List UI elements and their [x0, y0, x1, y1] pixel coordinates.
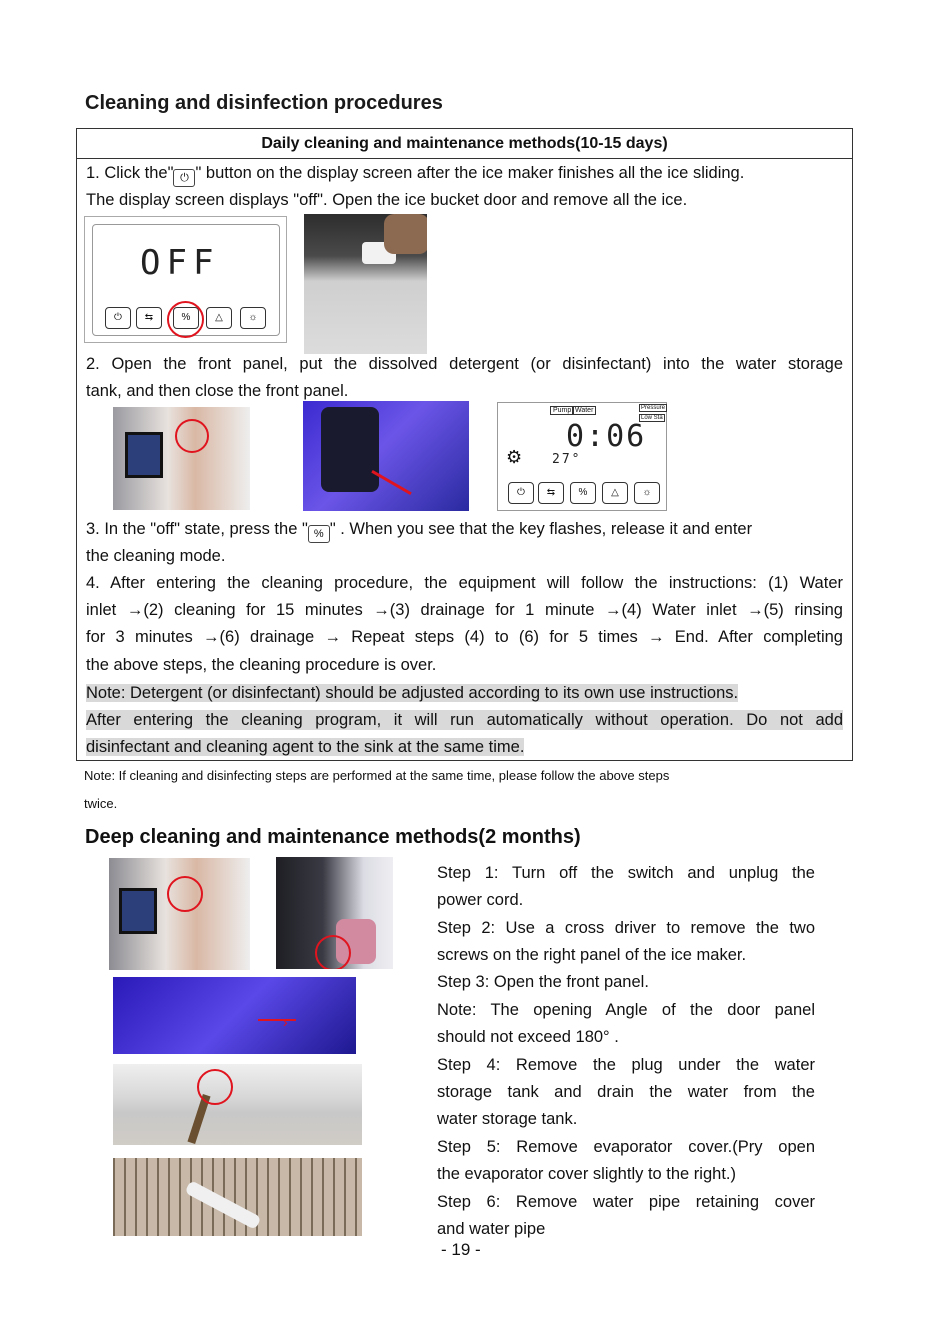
- power-icon: ⏻: [508, 482, 534, 504]
- detergent-tank-photo: [303, 401, 469, 511]
- step3-line1: [86, 519, 843, 543]
- deep-step-line1: Step 1: Turn off the switch and unplug the: [437, 864, 815, 882]
- ice-icon: △: [602, 482, 628, 504]
- step4-line3: for 3 minutes →(6) drainage → Repeat steps (4) to (6) for 5 times → End. After completing: [86, 628, 843, 646]
- pump-label: Pump: [550, 406, 574, 415]
- step1-text-b: " button on the display screen after the ice maker finishes all the ice sliding.: [195, 164, 745, 182]
- deep-step-line11: Step 5: Remove evaporator cover.(Pry open: [437, 1138, 815, 1156]
- step1-text-a: 1. Click the": [86, 164, 174, 182]
- page-number: - 19 -: [441, 1240, 481, 1259]
- step3-line2: the cleaning mode.: [86, 547, 226, 565]
- deep-cleaning-title: Deep cleaning and maintenance methods(2 months): [85, 826, 581, 848]
- deep-step-line12: the evaporator cover slightly to the right.): [437, 1165, 736, 1183]
- lcd-cleaning-image: [497, 402, 667, 511]
- highlight-circle: [167, 301, 204, 338]
- evaporator-photo: [113, 1158, 362, 1236]
- highlight-circle: [175, 419, 209, 453]
- lcd-small-value: 27°: [552, 452, 582, 467]
- note-text-3: disinfectant and cleaning agent to the sink at the same time.: [86, 738, 525, 756]
- small-note-line2: twice.: [84, 796, 118, 811]
- ice-bucket-photo: [304, 214, 427, 354]
- deep-step-line6: Note: The opening Angle of the door panel: [437, 1001, 815, 1019]
- clean-key-icon: %: [308, 525, 330, 543]
- note-text-1: Note: Detergent (or disinfectant) should be adjusted according to its own use instructions.: [86, 684, 739, 702]
- highlight-circle: [197, 1069, 233, 1105]
- deep-step-line8: Step 4: Remove the plug under the water: [437, 1056, 815, 1074]
- step3-text-a: 3. In the "off" state, press the ": [86, 520, 308, 538]
- drain-plug-photo: [113, 1064, 362, 1145]
- panel-screws-photo: [276, 857, 393, 969]
- highlight-circle: [167, 876, 203, 912]
- step4-line2: inlet →(2) cleaning for 15 minutes →(3) drainage for 1 minute →(4) Water inlet →(5) rinsing: [86, 601, 843, 619]
- note-line2: After entering the cleaning program, it will run automatically without operation. Do not add: [86, 711, 843, 729]
- open-panel-photo: ›: [113, 977, 356, 1054]
- control-panel-off-image: [84, 216, 287, 343]
- table-header: Daily cleaning and maintenance methods(10-15 days): [77, 129, 852, 159]
- light-icon: ☼: [634, 482, 660, 504]
- deep-step-line13: Step 6: Remove water pipe retaining cover: [437, 1193, 815, 1211]
- deep-step-line9: storage tank and drain the water from the: [437, 1083, 815, 1101]
- light-icon: ☼: [240, 307, 266, 329]
- display-off-text: OFF: [140, 243, 220, 283]
- note-line3: [86, 737, 524, 757]
- clean-icon: %: [173, 307, 199, 329]
- swap-icon: ⇆: [136, 307, 162, 329]
- power-icon: ⏻: [105, 307, 131, 329]
- page-title: Cleaning and disinfection procedures: [85, 92, 443, 114]
- deep-step-line2: power cord.: [437, 891, 524, 909]
- ice-icon: △: [206, 307, 232, 329]
- deep-step-line4: screws on the right panel of the ice maker.: [437, 946, 747, 964]
- front-panel-photo-2: [109, 858, 250, 970]
- clean-mode-icon: ⚙: [506, 447, 523, 467]
- power-key-icon: ⏻: [173, 169, 195, 187]
- water-label: Water: [572, 406, 596, 415]
- step3-text-b: " . When you see that the key flashes, release it and enter: [329, 520, 753, 538]
- deep-step-line10: water storage tank.: [437, 1110, 578, 1128]
- deep-step-line3: Step 2: Use a cross driver to remove the two: [437, 919, 815, 937]
- highlight-circle: [315, 935, 351, 969]
- swap-icon: ⇆: [538, 482, 564, 504]
- step4-line1: 4. After entering the cleaning procedure, the equipment will follow the instructions: (1) Water: [86, 574, 843, 592]
- deep-step-line14: and water pipe: [437, 1220, 546, 1238]
- step1-line1: [86, 163, 744, 187]
- step1-line2: The display screen displays "off". Open the ice bucket door and remove all the ice.: [86, 191, 688, 209]
- front-panel-photo: [113, 407, 250, 510]
- step2-line2: tank, and then close the front panel.: [86, 382, 349, 400]
- deep-step-line7: should not exceed 180° .: [437, 1028, 619, 1046]
- small-note-line1: Note: If cleaning and disinfecting steps are performed at the same time, please follow the above steps: [84, 768, 670, 783]
- note-line1: [86, 683, 738, 703]
- low-sta-label: Low Sta: [641, 415, 663, 421]
- lcd-time: 0:06: [566, 419, 647, 454]
- deep-step-line5: Step 3: Open the front panel.: [437, 973, 649, 991]
- step2-line1: 2. Open the front panel, put the dissolved detergent (or disinfectant) into the water storage: [86, 355, 843, 373]
- step4-line4: the above steps, the cleaning procedure is over.: [86, 656, 437, 674]
- clean-icon: %: [570, 482, 596, 504]
- pressure-label: Pressure: [641, 405, 666, 411]
